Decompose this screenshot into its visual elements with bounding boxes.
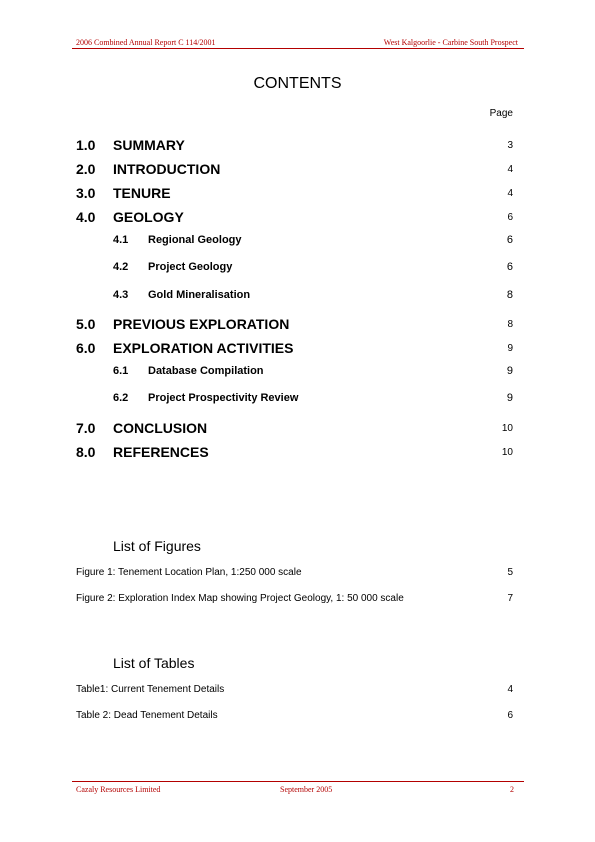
page-footer <box>72 781 524 796</box>
figures-heading: List of Figures <box>113 538 201 554</box>
toc-page: 10 <box>501 423 513 434</box>
toc-page: 6 <box>507 212 513 223</box>
toc-number: 4.1 <box>113 234 129 246</box>
toc-label: PREVIOUS EXPLORATION <box>113 316 290 332</box>
toc-page: 3 <box>507 140 513 151</box>
toc-number: 6.1 <box>113 365 129 377</box>
toc-page: 8 <box>506 289 513 301</box>
table-label: Table 2: Dead Tenement Details <box>76 710 218 721</box>
tables-heading: List of Tables <box>113 655 195 671</box>
toc-page: 9 <box>506 392 513 404</box>
table-page: 4 <box>507 684 513 695</box>
toc-label: TENURE <box>113 185 171 201</box>
toc-label: INTRODUCTION <box>113 161 221 177</box>
table-label: Table1: Current Tenement Details <box>76 684 225 695</box>
toc-page: 6 <box>506 261 513 273</box>
toc-number: 6.2 <box>113 392 129 404</box>
toc-label: CONCLUSION <box>113 420 208 436</box>
toc-number: 4.3 <box>113 289 129 301</box>
toc-label: Project Prospectivity Review <box>148 392 299 404</box>
toc-number: 6.0 <box>76 340 96 356</box>
toc-number: 8.0 <box>76 444 96 460</box>
figure-label: Figure 1: Tenement Location Plan, 1:250 000 scale <box>76 567 302 578</box>
page-column-label: Page <box>489 108 513 119</box>
toc-label: GEOLOGY <box>113 209 184 225</box>
toc-page: 10 <box>501 447 513 458</box>
toc-label: Database Compilation <box>148 365 264 377</box>
toc-label: Gold Mineralisation <box>148 289 251 301</box>
toc-page: 8 <box>507 319 513 330</box>
figure-page: 7 <box>507 593 513 604</box>
page-header <box>72 38 524 49</box>
header-right: West Kalgoorlie - Carbine South Prospect <box>383 38 518 47</box>
page-title: CONTENTS <box>253 75 342 92</box>
toc-page: 4 <box>507 188 513 199</box>
toc-number: 7.0 <box>76 420 96 436</box>
figure-page: 5 <box>507 567 513 578</box>
toc-label: REFERENCES <box>113 444 209 460</box>
toc-page: 9 <box>507 343 513 354</box>
toc-page: 9 <box>506 365 513 377</box>
toc-label: Project Geology <box>148 261 233 273</box>
footer-left: Cazaly Resources Limited <box>76 785 161 794</box>
toc-number: 2.0 <box>76 161 96 177</box>
footer-page-number: 2 <box>510 785 514 794</box>
toc-label: EXPLORATION ACTIVITIES <box>113 340 294 356</box>
footer-center: September 2005 <box>280 785 333 794</box>
header-left: 2006 Combined Annual Report C 114/2001 <box>76 38 216 47</box>
toc-number: 5.0 <box>76 316 96 332</box>
toc-page: 6 <box>506 234 513 246</box>
toc-label: Regional Geology <box>148 234 242 246</box>
toc-number: 3.0 <box>76 185 96 201</box>
toc-number: 4.0 <box>76 209 96 225</box>
toc-number: 4.2 <box>113 261 129 273</box>
toc-label: SUMMARY <box>113 137 185 153</box>
toc-page: 4 <box>507 164 513 175</box>
figure-label: Figure 2: Exploration Index Map showing Project Geology, 1: 50 000 scale <box>76 593 404 604</box>
table-page: 6 <box>507 710 513 721</box>
toc-number: 1.0 <box>76 137 96 153</box>
